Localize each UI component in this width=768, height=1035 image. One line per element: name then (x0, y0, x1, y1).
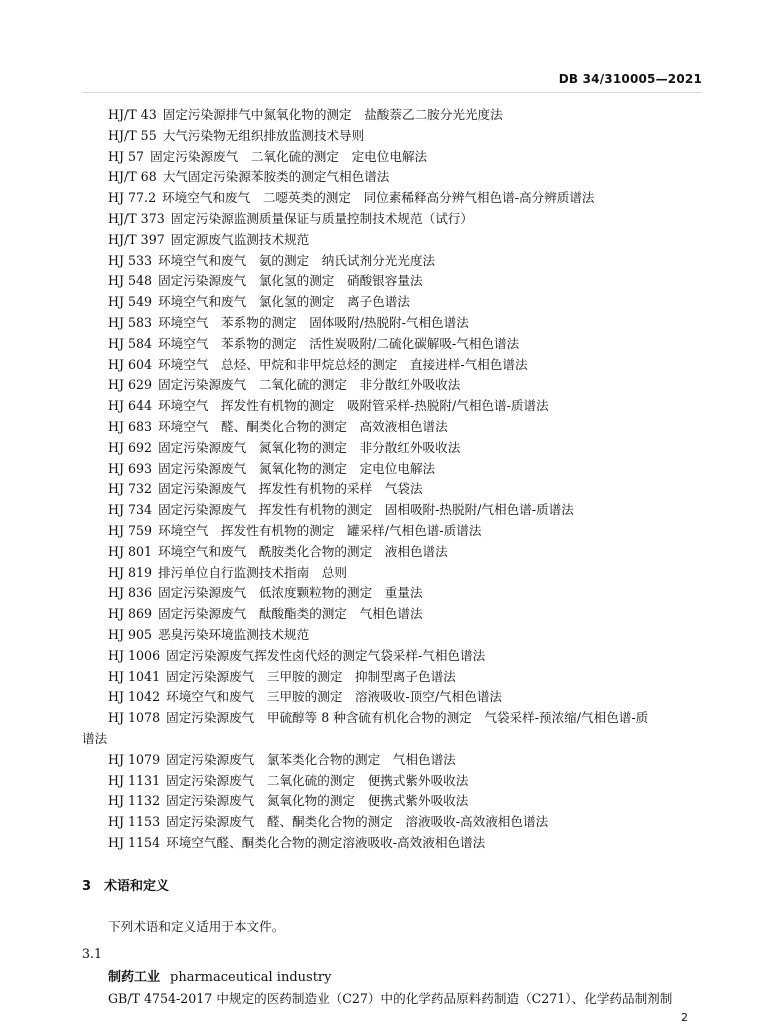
reference-title: 固定污染源废气 氯化氢的测定 硝酸银容量法 (158, 273, 423, 289)
reference-title: 环境空气 总烃、甲烷和非甲烷总烃的测定 直接进样-气相色谱法 (158, 356, 528, 372)
reference-code: HJ 1132 (108, 793, 161, 809)
reference-title: 固定源废气监测技术规范 (170, 231, 310, 247)
reference-code: HJ 57 (108, 148, 145, 164)
reference-code: HJ/T 55 (108, 127, 157, 143)
reference-item (108, 209, 704, 230)
reference-title: 固定污染源废气 氮氧化物的测定 非分散红外吸收法 (158, 439, 461, 455)
reference-title: 固定污染源废气 二氧化硫的测定 便携式紫外吸收法 (166, 772, 469, 788)
term-name-en: pharmaceutical industry (170, 970, 332, 985)
reference-item (108, 251, 704, 272)
reference-code: HJ/T 397 (108, 231, 165, 247)
reference-title: 固定污染源废气挥发性卤代烃的测定气袋采样-气相色谱法 (166, 647, 486, 663)
reference-title: 排污单位自行监测技术指南 总则 (158, 564, 347, 580)
reference-code: HJ 629 (108, 377, 153, 393)
reference-code: HJ 549 (108, 294, 153, 310)
term-number: 3.1 (82, 946, 103, 961)
reference-item (108, 147, 704, 168)
reference-code: HJ 583 (108, 314, 153, 330)
reference-title: 环境空气 挥发性有机物的测定 吸附管采样-热脱附/气相色谱-质谱法 (158, 398, 549, 414)
reference-code: HJ/T 68 (108, 169, 157, 185)
reference-title: 环境空气和废气 氯化氢的测定 离子色谱法 (158, 294, 410, 310)
reference-item (108, 771, 704, 792)
reference-title: 环境空气 醛、酮类化合物的测定 高效液相色谱法 (158, 418, 448, 434)
reference-item (108, 396, 704, 417)
reference-item (108, 417, 704, 438)
reference-item (108, 375, 704, 396)
reference-code: HJ 1154 (108, 834, 161, 850)
reference-code: HJ 869 (108, 606, 153, 622)
reference-title-continuation: 谱法 (82, 730, 108, 746)
reference-code: HJ 604 (108, 356, 153, 372)
reference-code: HJ 801 (108, 543, 153, 559)
reference-item (108, 667, 704, 688)
reference-title: 固定污染源废气 二氧化硫的测定 定电位电解法 (150, 148, 428, 164)
reference-title: 固定污染源废气 二氧化硫的测定 非分散红外吸收法 (158, 377, 461, 393)
reference-code: HJ 533 (108, 252, 153, 268)
reference-code: HJ/T 373 (108, 210, 165, 226)
section-title: 术语和定义 (104, 879, 170, 894)
reference-title: 固定污染源排气中氮氧化物的测定 盐酸萘乙二胺分光光度法 (162, 107, 503, 122)
reference-item (108, 583, 704, 604)
reference-item (108, 563, 704, 584)
reference-title: 固定污染源废气 挥发性有机物的采样 气袋法 (158, 481, 423, 497)
reference-code: HJ 548 (108, 273, 153, 289)
reference-title: 环境空气 挥发性有机物的测定 罐采样/气相色谱-质谱法 (158, 522, 482, 538)
reference-title: 固定污染源监测质量保证与质量控制技术规范（试行） (170, 210, 473, 226)
reference-code: HJ 1079 (108, 751, 161, 767)
reference-code: HJ 1078 (108, 710, 161, 726)
reference-title: 固定污染源废气 甲硫醇等 8 种含硫有机化合物的测定 气袋采样-预浓缩/气相色谱-质 (166, 710, 649, 726)
reference-title: 固定污染源废气 挥发性有机物的测定 固相吸附-热脱附/气相色谱-质谱法 (158, 502, 574, 518)
reference-title: 环境空气醛、酮类化合物的测定溶液吸收-高效液相色谱法 (166, 834, 486, 850)
reference-item (108, 604, 704, 625)
reference-title: 固定污染源废气 醛、酮类化合物的测定 溶液吸收-高效液相色谱法 (166, 814, 549, 830)
reference-item (108, 500, 704, 521)
reference-item (108, 812, 704, 833)
reference-title: 环境空气 苯系物的测定 固体吸附/热脱附-气相色谱法 (158, 314, 469, 330)
reference-item (108, 292, 704, 313)
reference-item (108, 459, 704, 480)
reference-code: HJ 1042 (108, 689, 161, 705)
reference-item (108, 833, 704, 854)
header-divider (82, 92, 702, 93)
reference-title: 固定污染源废气 氮氧化物的测定 定电位电解法 (158, 460, 436, 476)
reference-item (82, 708, 704, 750)
section-intro-text: 下列术语和定义适用于本文件。 (108, 919, 285, 934)
reference-title: 环境空气和废气 氨的测定 纳氏试剂分光光度法 (158, 252, 436, 268)
reference-code: HJ 683 (108, 418, 153, 434)
reference-item (108, 438, 704, 459)
section-heading (82, 875, 169, 894)
reference-item (108, 167, 704, 188)
section-number: 3 (82, 879, 92, 894)
reference-code: HJ 1153 (108, 814, 161, 830)
reference-item (108, 791, 704, 812)
reference-code: HJ 732 (108, 481, 153, 497)
reference-title: 环境空气和废气 酰胺类化合物的测定 液相色谱法 (158, 543, 448, 559)
reference-item (108, 313, 704, 334)
reference-item (108, 625, 704, 646)
reference-code: HJ 692 (108, 439, 153, 455)
reference-item (108, 188, 704, 209)
reference-code: HJ 584 (108, 335, 153, 351)
reference-item (108, 334, 704, 355)
reference-item (108, 542, 704, 563)
reference-title: 固定污染源废气 低浓度颗粒物的测定 重量法 (158, 585, 423, 601)
reference-title: 大气固定污染源苯胺类的测定气相色谱法 (162, 169, 390, 185)
reference-item (108, 521, 704, 542)
reference-code: HJ/T 43 (108, 107, 157, 122)
reference-item (108, 105, 704, 126)
reference-title: 固定污染源废气 酞酸酯类的测定 气相色谱法 (158, 606, 423, 622)
reference-code: HJ 1041 (108, 668, 161, 684)
term-name-zh: 制药工业 (108, 970, 161, 985)
reference-item (108, 271, 704, 292)
reference-title: 大气污染物无组织排放监测技术导则 (162, 127, 365, 143)
reference-code: HJ 836 (108, 585, 153, 601)
reference-code: HJ 819 (108, 564, 153, 580)
reference-code: HJ 905 (108, 626, 153, 642)
reference-item (108, 230, 704, 251)
reference-title: 恶臭污染环境监测技术规范 (158, 626, 310, 642)
reference-item (108, 355, 704, 376)
reference-item (108, 687, 704, 708)
reference-title: 环境空气和废气 二噁英类的测定 同位素稀释高分辨气相色谱-高分辨质谱法 (162, 190, 595, 206)
reference-title: 固定污染源废气 氮氧化物的测定 便携式紫外吸收法 (166, 793, 469, 809)
normative-references-list (0, 105, 768, 854)
reference-code: HJ 77.2 (108, 190, 157, 206)
reference-code: HJ 759 (108, 522, 153, 538)
reference-title: 固定污染源废气 氯苯类化合物的测定 气相色谱法 (166, 751, 456, 767)
reference-item (108, 750, 704, 771)
term-heading (108, 966, 331, 985)
reference-title: 环境空气和废气 三甲胺的测定 溶液吸收-顶空/气相色谱法 (166, 689, 503, 705)
reference-code: HJ 1131 (108, 772, 161, 788)
reference-title: 环境空气 苯系物的测定 活性炭吸附/二硫化碳解吸-气相色谱法 (158, 335, 520, 351)
reference-code: HJ 644 (108, 398, 153, 414)
reference-code: HJ 693 (108, 460, 153, 476)
reference-code: HJ 1006 (108, 647, 161, 663)
reference-item (108, 479, 704, 500)
document-id: DB 34/310005—2021 (558, 72, 702, 86)
page-number: 2 (681, 1011, 688, 1024)
reference-title: 固定污染源废气 三甲胺的测定 抑制型离子色谱法 (166, 668, 456, 684)
term-definition: GB/T 4754-2017 中规定的医药制造业（C27）中的化学药品原料药制造（C271）、化学药品制剂制 (108, 991, 673, 1006)
reference-code: HJ 734 (108, 502, 153, 518)
reference-item (108, 646, 704, 667)
reference-item (108, 126, 704, 147)
